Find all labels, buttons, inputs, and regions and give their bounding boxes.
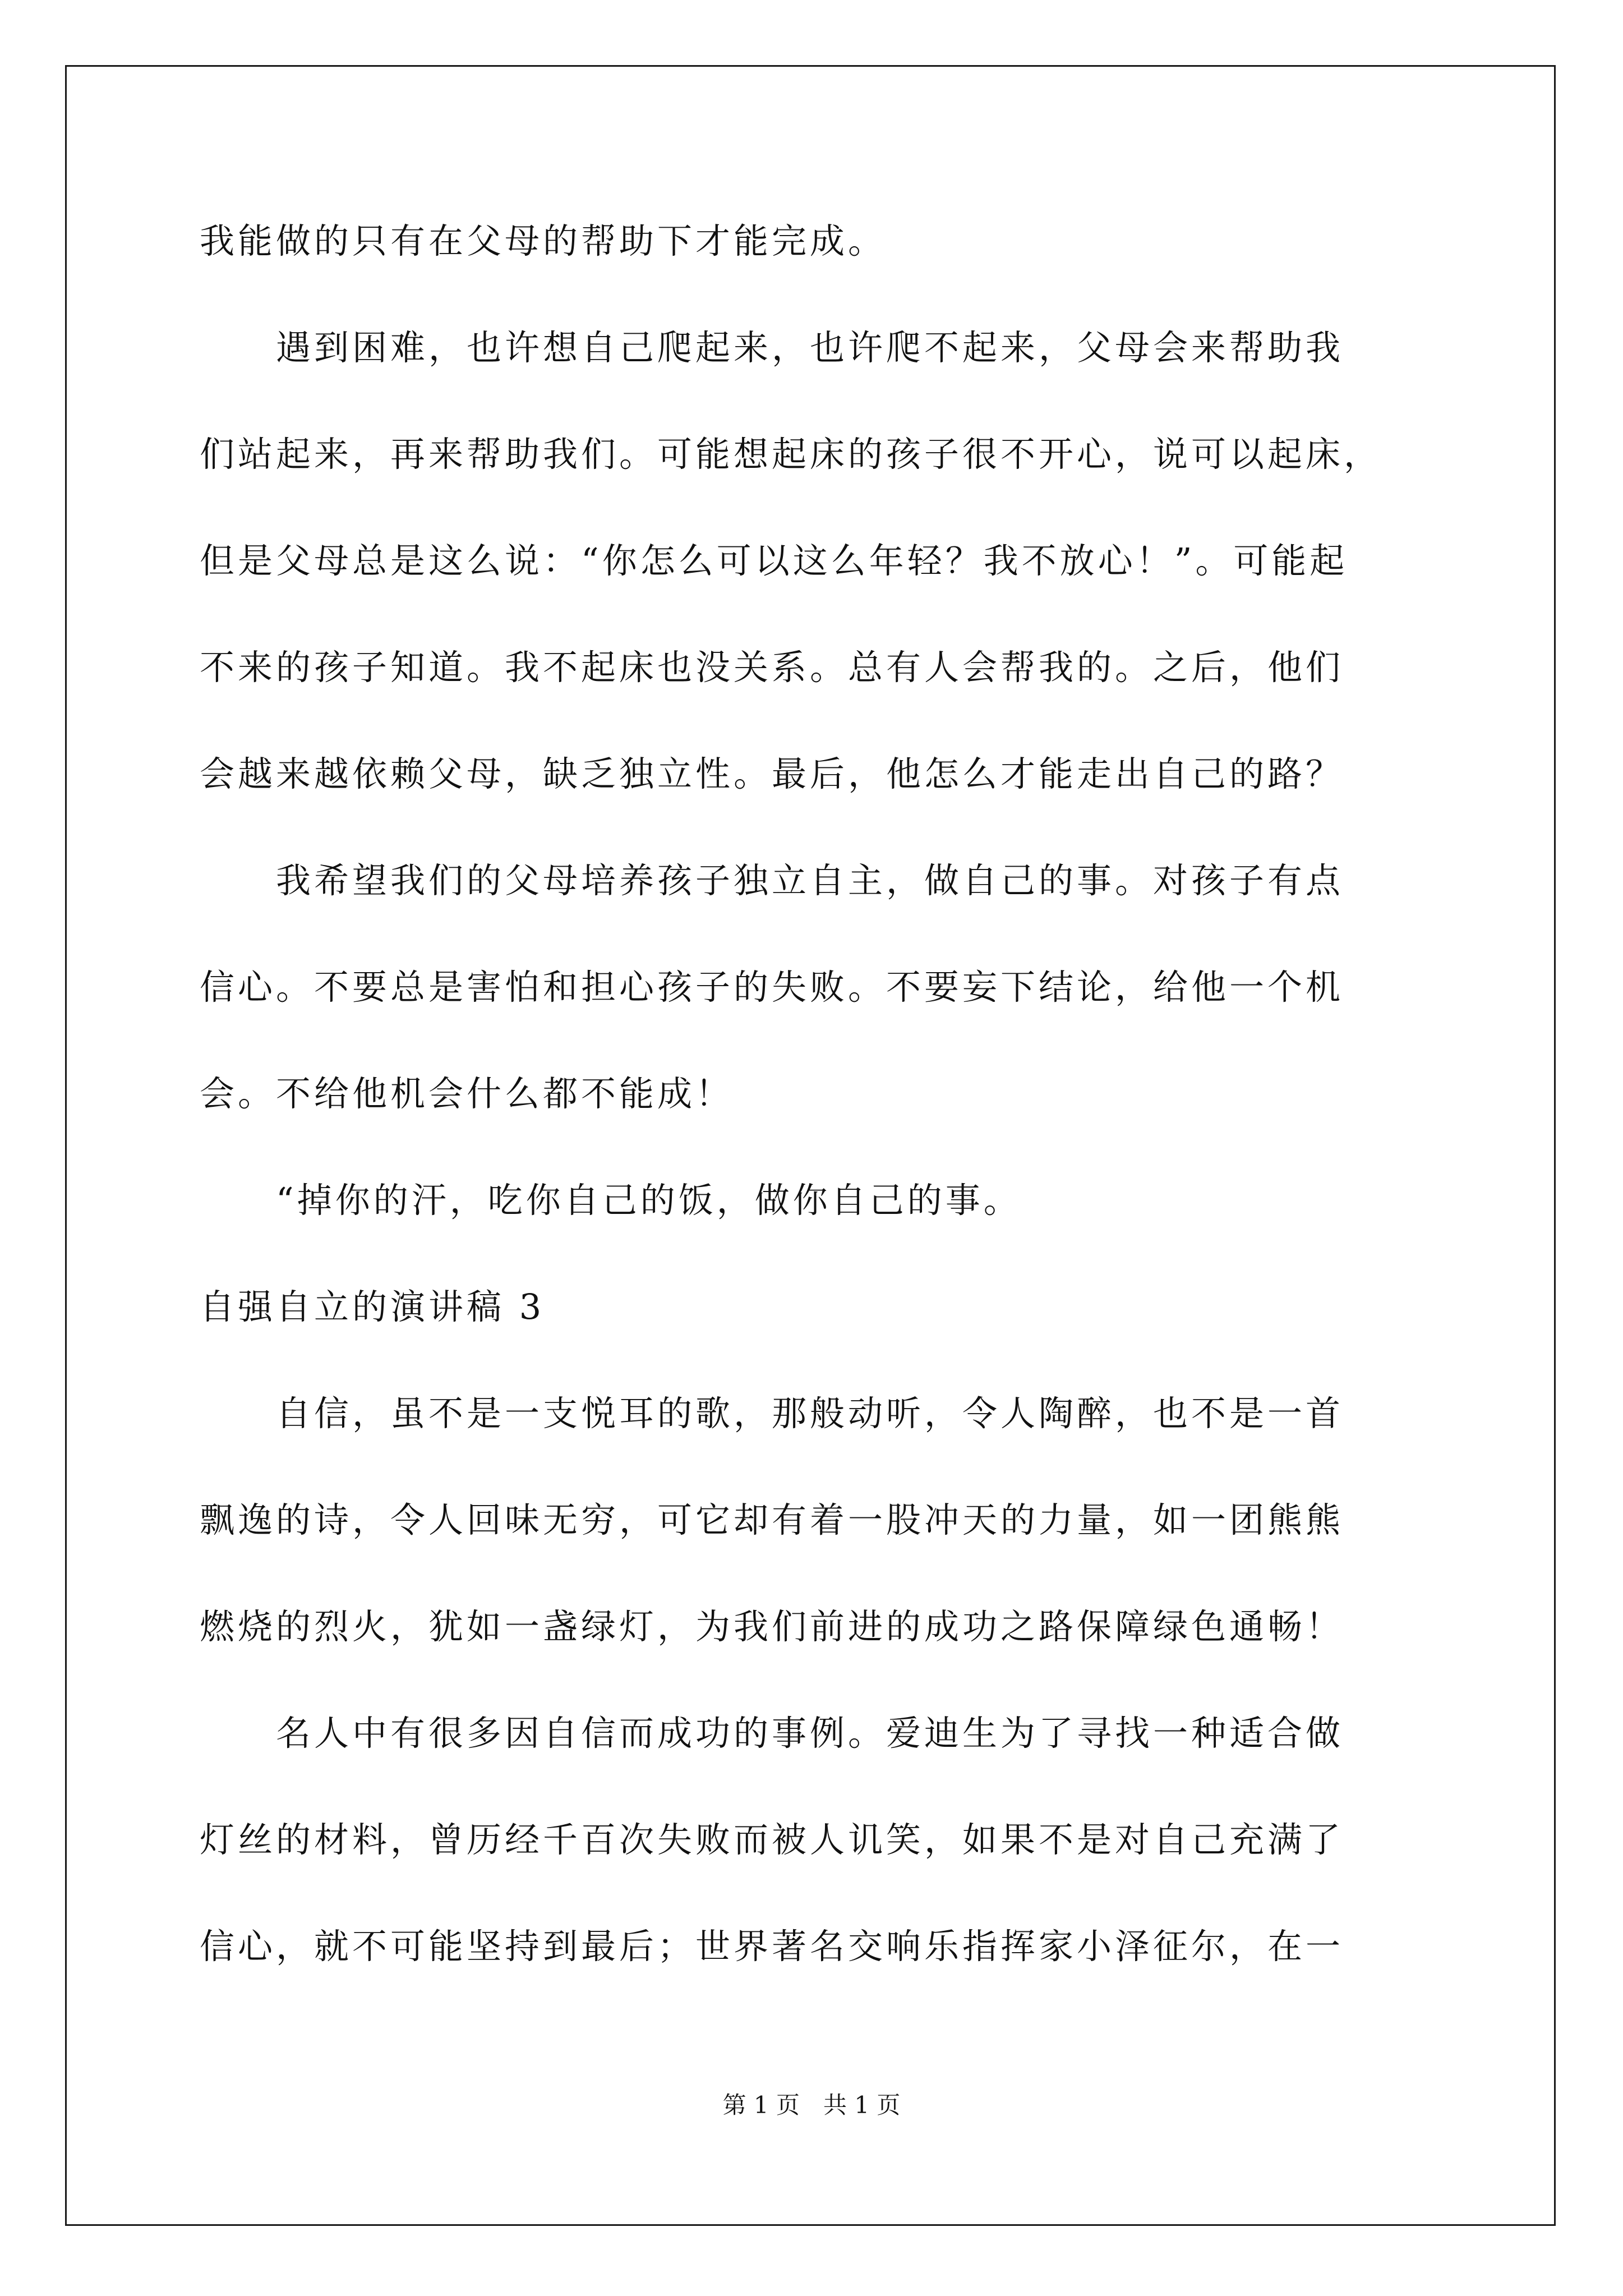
text-line: 灯丝的材料，曾历经千百次失败而被人讥笑，如果不是对自己充满了 [200, 1819, 1344, 1860]
text-line: 但是父母总是这么说：“你怎么可以这么年轻？我不放心！”。可能起 [200, 540, 1348, 581]
text-line: 自信，虽不是一支悦耳的歌，那般动听，令人陶醉，也不是一首 [200, 1393, 1344, 1434]
text-line: 们站起来，再来帮助我们。可能想起床的孩子很不开心，说可以起床， [200, 434, 1382, 475]
text-line: 信心。不要总是害怕和担心孩子的失败。不要妄下结论，给他一个机 [200, 967, 1344, 1007]
text-line: 信心，就不可能坚持到最后；世界著名交响乐指挥家小泽征尔，在一 [200, 1926, 1344, 1967]
page-footer: 第 1 页 共 1 页 [722, 2091, 901, 2119]
text-line: 飘逸的诗，令人回味无穷，可它却有着一股冲天的力量，如一团熊熊 [200, 1499, 1344, 1540]
page-border [65, 65, 1556, 2226]
text-line: 会越来越依赖父母，缺乏独立性。最后，他怎么才能走出自己的路？ [200, 753, 1344, 794]
text-line: 遇到困难，也许想自己爬起来，也许爬不起来，父母会来帮助我 [200, 327, 1344, 368]
text-line: 会。不给他机会什么都不能成！ [200, 1073, 734, 1114]
text-line: 不来的孩子知道。我不起床也没关系。总有人会帮我的。之后，他们 [200, 647, 1344, 688]
text-line: “掉你的汗，吃你自己的饭，做你自己的事。 [200, 1180, 1022, 1221]
text-line: 名人中有很多因自信而成功的事例。爱迪生为了寻找一种适合做 [200, 1713, 1344, 1754]
text-line: 燃烧的烈火，犹如一盏绿灯，为我们前进的成功之路保障绿色通畅！ [200, 1606, 1344, 1647]
text-line: 我希望我们的父母培养孩子独立自主，做自己的事。对孩子有点 [200, 860, 1344, 901]
text-line: 我能做的只有在父母的帮助下才能完成。 [200, 220, 887, 261]
section-heading: 自强自立的演讲稿 3 [200, 1286, 545, 1327]
